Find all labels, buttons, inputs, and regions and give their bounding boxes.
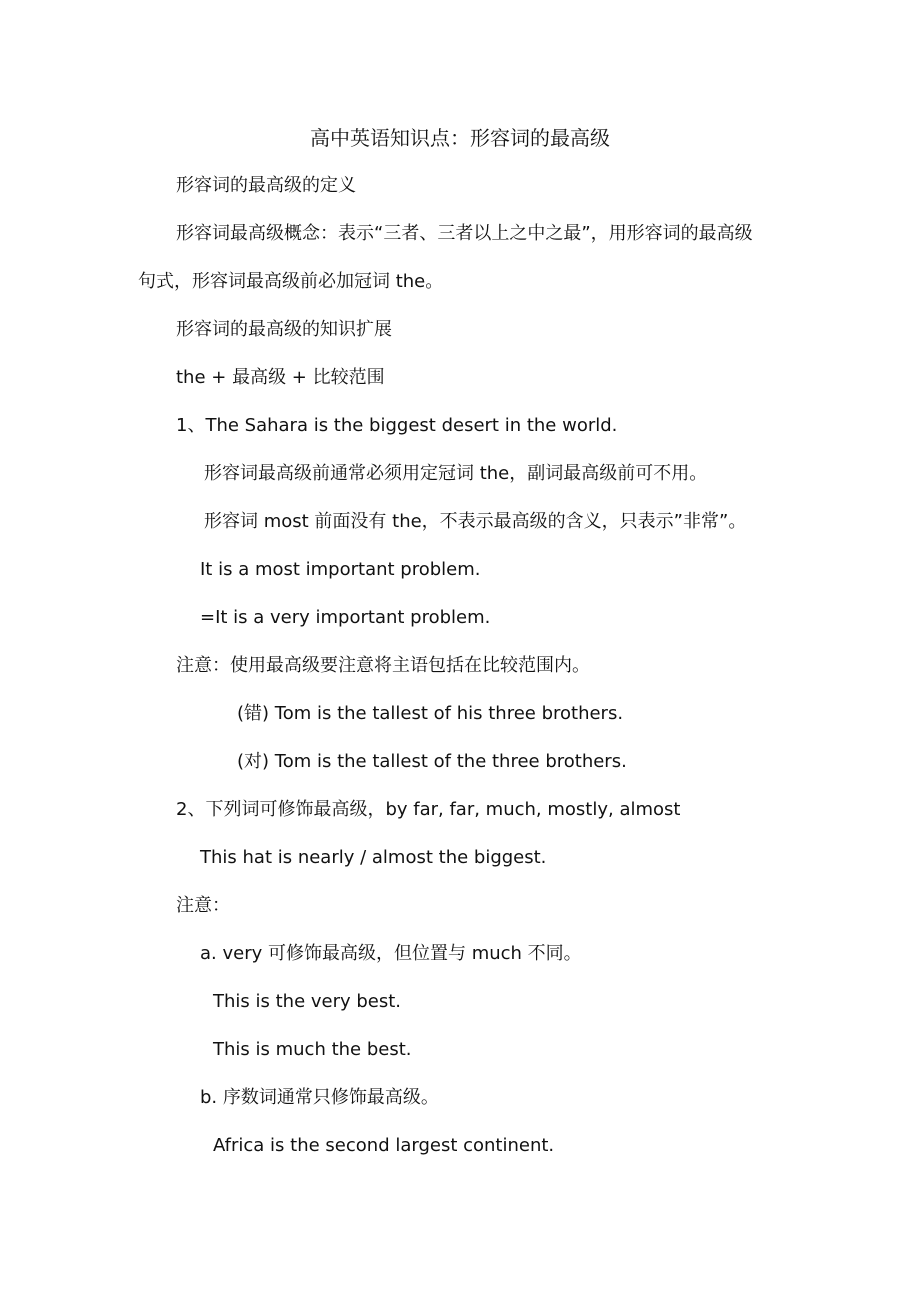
section-heading-extension: 形容词的最高级的知识扩展 bbox=[176, 319, 392, 340]
example-wrong: (错) Tom is the tallest of his three brothers. bbox=[237, 703, 624, 724]
paragraph-concept-line-1: 形容词最高级概念：表示“三者、三者以上之中之最”，用形容词的最高级 bbox=[176, 223, 753, 244]
example-very-best: This is the very best. bbox=[213, 991, 402, 1012]
note-a-very: a. very 可修饰最高级，但位置与 much 不同。 bbox=[200, 943, 582, 964]
note-comparison-range: 注意：使用最高级要注意将主语包括在比较范围内。 bbox=[176, 655, 590, 676]
example-hat: This hat is nearly / almost the biggest. bbox=[200, 847, 547, 868]
note-definite-article: 形容词最高级前通常必须用定冠词 the，副词最高级前可不用。 bbox=[204, 463, 708, 484]
example-correct: (对) Tom is the tallest of the three brothers. bbox=[237, 751, 627, 772]
note-most-meaning: 形容词 most 前面没有 the，不表示最高级的含义，只表示”非常”。 bbox=[204, 511, 747, 532]
point-2-modifiers: 2、下列词可修饰最高级，by far, far, much, mostly, almost bbox=[176, 799, 681, 820]
example-much-best: This is much the best. bbox=[213, 1039, 412, 1060]
note-heading: 注意： bbox=[176, 895, 230, 916]
note-b-ordinal: b. 序数词通常只修饰最高级。 bbox=[200, 1087, 439, 1108]
example-very-important: =It is a very important problem. bbox=[200, 607, 491, 628]
paragraph-concept-line-2: 句式，形容词最高级前必加冠词 the。 bbox=[138, 271, 444, 292]
example-africa: Africa is the second largest continent. bbox=[213, 1135, 555, 1156]
document-title: 高中英语知识点：形容词的最高级 bbox=[310, 126, 610, 150]
example-most-important: It is a most important problem. bbox=[200, 559, 481, 580]
section-heading-definition: 形容词的最高级的定义 bbox=[176, 175, 356, 196]
example-1: 1、The Sahara is the biggest desert in the world. bbox=[176, 415, 618, 436]
formula-line: the + 最高级 + 比较范围 bbox=[176, 367, 385, 388]
